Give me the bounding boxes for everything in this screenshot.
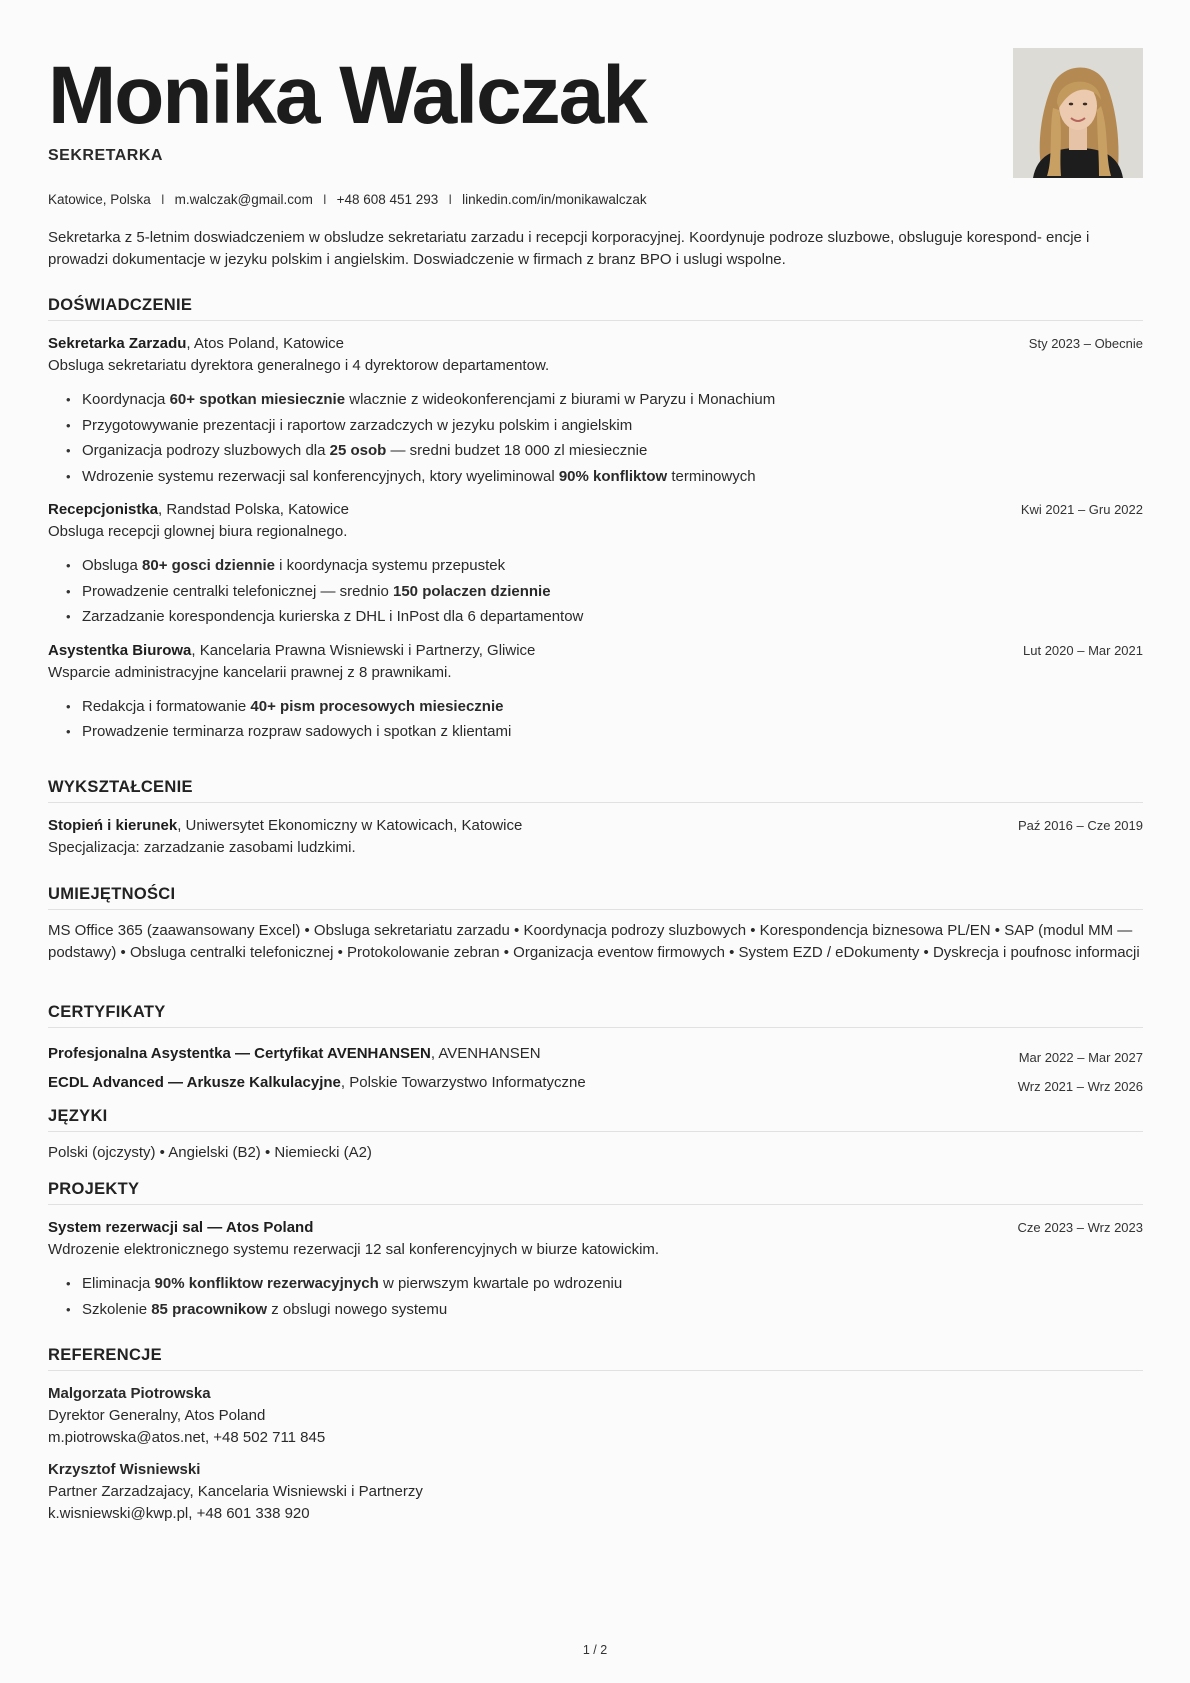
job-entry	[48, 640, 1143, 745]
certificate-date: Mar 2022 – Mar 2027	[1018, 1050, 1143, 1065]
languages-section	[48, 1107, 1143, 1164]
job-description: Obsluga recepcji glownej biura regionalnego.	[48, 523, 348, 540]
languages-list: Polski (ojczysty) • Angielski (B2) • Niemiecki (A2)	[48, 1144, 372, 1161]
skills-section	[48, 885, 1143, 964]
reference-item	[48, 1383, 1143, 1449]
section-title: UMIEJĘTNOŚCI	[48, 885, 1143, 910]
job-date: Sty 2023 – Obecnie	[1028, 336, 1143, 351]
profile-summary: Sekretarka z 5-letnim doswiadczeniem w obsludze sekretariatu zarzadu i recepcji korporacyjnej. Koordynuje podroze sluzbowe, obsluguje korespond- encje i prowadzi dokumentacje w jezyku polskim i angielskim. Doswiadczenie w firmach z branz BPO i uslugi wspolne.	[48, 229, 1090, 268]
school: , Uniwersytet Ekonomiczny w Katowicach, Katowice	[177, 817, 523, 834]
reference-item	[48, 1459, 1143, 1525]
job-entry	[48, 499, 1143, 630]
job-bullet: • Zarzadzanie korespondencja kurierska z DHL i InPost dla 6 departamentow	[66, 604, 1143, 630]
section-title: WYKSZTAŁCENIE	[48, 778, 1143, 803]
section-title: DOŚWIADCZENIE	[48, 296, 1143, 321]
specialization: Specjalizacja: zarzadzanie zasobami ludzkimi.	[48, 839, 356, 856]
job-description: Wsparcie administracyjne kancelarii prawnej z 8 prawnikami.	[48, 663, 452, 681]
project-bullet: • Eliminacja 90% konfliktow rezerwacyjnych w pierwszym kwartale po wdrozeniu	[66, 1271, 1143, 1297]
contact-separator: I	[160, 192, 165, 207]
job-company: , Randstad Polska, Katowice	[158, 501, 349, 518]
projects-section	[48, 1180, 1143, 1322]
section-title: PROJEKTY	[48, 1180, 1143, 1205]
job-bullet: • Przygotowywanie prezentacji i raportow zarzadczych w jezyku polskim i angielskim	[66, 413, 1143, 439]
job-date: Lut 2020 – Mar 2021	[1023, 642, 1143, 658]
reference-role: Partner Zarzadzajacy, Kancelaria Wisniewski i Partnerzy	[48, 1483, 423, 1500]
email-link[interactable]: m.walczak@gmail.com	[174, 192, 313, 207]
job-bullet: • Organizacja podrozy sluzbowych dla 25 osob — sredni budzet 18 000 zl miesiecznie	[66, 438, 1143, 464]
reference-name: Krzysztof Wisniewski	[48, 1461, 201, 1478]
candidate-role: SEKRETARKA	[48, 147, 163, 164]
job-date: Kwi 2021 – Gru 2022	[1020, 502, 1143, 517]
candidate-name: Monika Walczak	[48, 50, 646, 141]
job-entry	[48, 333, 1143, 489]
phone-number: +48 608 451 293	[336, 192, 439, 207]
certificate-item: ECDL Advanced — Arkusze Kalkulacyjne, Polskie Towarzystwo Informatyczne Wrz 2021 – Wrz 2026	[48, 1068, 1143, 1097]
project-name: System rezerwacji sal — Atos Poland	[48, 1219, 314, 1236]
project-date: Cze 2023 – Wrz 2023	[1017, 1220, 1143, 1235]
job-company: , Atos Poland, Katowice	[186, 335, 345, 352]
location: Katowice, Polska	[48, 192, 151, 207]
profile-photo	[1013, 48, 1143, 178]
education-date: Paź 2016 – Cze 2019	[1017, 818, 1143, 833]
linkedin-link[interactable]: linkedin.com/in/monikawalczak	[462, 192, 647, 207]
resume-page	[48, 0, 1143, 1683]
page-number: 1 / 2	[582, 1643, 608, 1657]
reference-contact[interactable]: m.piotrowska@atos.net, +48 502 711 845	[48, 1429, 326, 1446]
job-company: , Kancelaria Prawna Wisniewski i Partnerzy, Gliwice	[191, 641, 536, 659]
section-title: REFERENCJE	[48, 1346, 1143, 1371]
degree: Stopień i kierunek	[48, 817, 178, 834]
job-description: Obsluga sekretariatu dyrektora generalnego i 4 dyrektorow departamentow.	[48, 357, 550, 374]
certificates-section	[48, 1003, 1143, 1097]
section-title: JĘZYKI	[48, 1107, 1143, 1132]
section-title: CERTYFIKATY	[48, 1003, 1143, 1028]
job-bullet: • Obsluga 80+ gosci dziennie i koordynacja systemu przepustek	[66, 553, 1143, 579]
job-bullet: • Wdrozenie systemu rezerwacji sal konferencyjnych, ktory wyeliminowal 90% konfliktow terminowych	[66, 464, 1143, 490]
references-section	[48, 1346, 1143, 1525]
project-description: Wdrozenie elektronicznego systemu rezerwacji 12 sal konferencyjnych w biurze katowickim.	[48, 1241, 660, 1258]
contact-line	[48, 192, 647, 207]
project-bullet: • Szkolenie 85 pracownikow z obslugi nowego systemu	[66, 1297, 1143, 1323]
contact-separator: I	[448, 192, 453, 207]
job-bullet: • Prowadzenie centralki telefonicznej — srednio 150 polaczen dziennie	[66, 579, 1143, 605]
job-position: Recepcjonistka	[48, 501, 159, 518]
education-section	[48, 778, 1143, 859]
reference-contact[interactable]: k.wisniewski@kwp.pl, +48 601 338 920	[48, 1505, 310, 1522]
job-bullet: • Prowadzenie terminarza rozpraw sadowych i spotkan z klientami	[66, 719, 1143, 745]
experience-section	[48, 296, 1143, 745]
reference-name: Malgorzata Piotrowska	[48, 1385, 211, 1402]
job-position: Sekretarka Zarzadu	[48, 335, 187, 352]
reference-role: Dyrektor Generalny, Atos Poland	[48, 1407, 266, 1424]
job-bullet: • Koordynacja 60+ spotkan miesiecznie wlacznie z wideokonferencjami z biurami w Paryzu i Monachium	[66, 387, 1143, 413]
skills-list: MS Office 365 (zaawansowany Excel) • Obsluga sekretariatu zarzadu • Koordynacja podrozy sluzbowych • Korespondencja biznesowa PL/EN • SAP (modul MM — podstawy) • Obsluga centralki telefonicznej • Protokolowanie zebran • Organizacja eventow firmowych • System EZD / eDokumenty • Dyskrecja i poufnosc informacji	[48, 922, 1140, 961]
certificate-date: Wrz 2021 – Wrz 2026	[1017, 1079, 1143, 1094]
job-bullet: • Redakcja i formatowanie 40+ pism procesowych miesiecznie	[66, 694, 1143, 720]
certificate-item: Profesjonalna Asystentka — Certyfikat AVENHANSEN, AVENHANSEN Mar 2022 – Mar 2027	[48, 1039, 1143, 1068]
job-position: Asystentka Biurowa	[48, 641, 192, 659]
contact-separator: I	[322, 192, 327, 207]
